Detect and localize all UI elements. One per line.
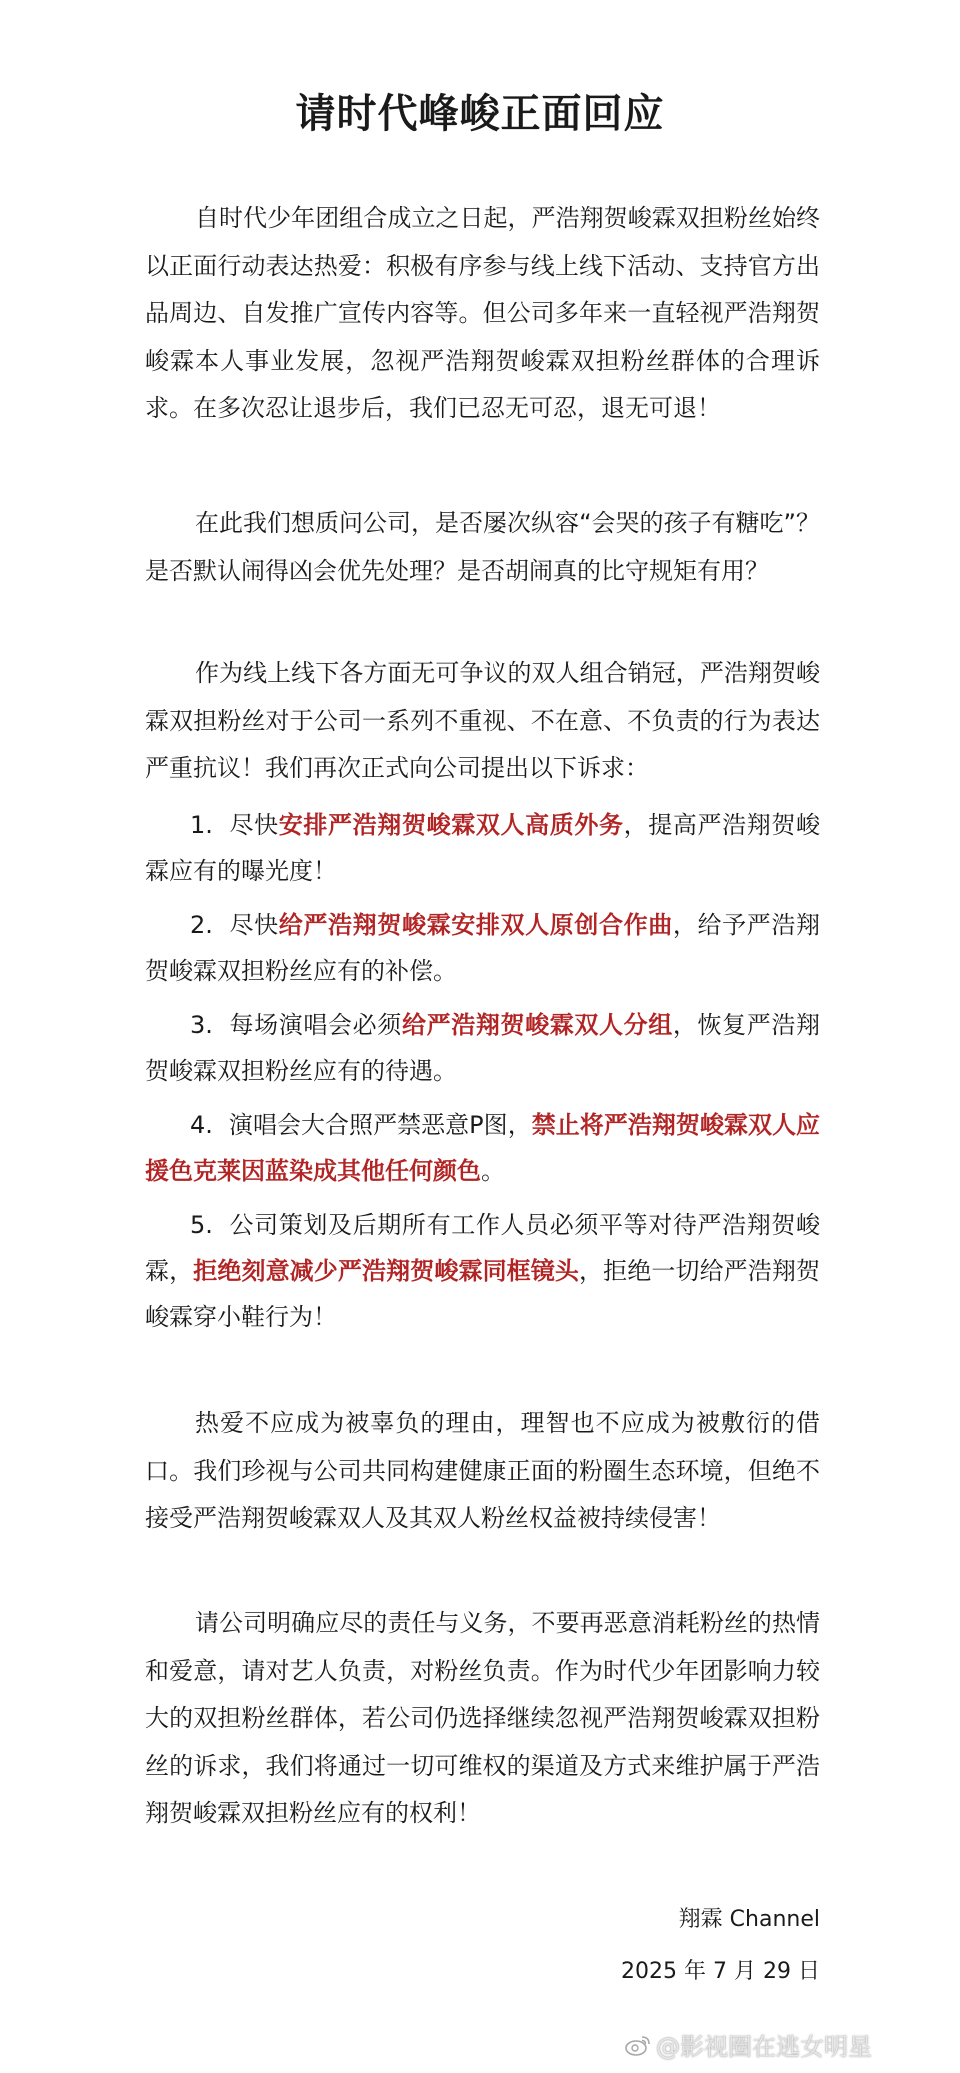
demand-highlight: 给严浩翔贺峻霖双人分组: [401, 1011, 673, 1039]
demand-item-3: [145, 1002, 820, 1094]
demand-text: 尽快: [228, 911, 279, 939]
document-title: 请时代峰峻正面回应: [295, 91, 665, 137]
paragraph-intro: 自时代少年团组合成立之日起，严浩翔贺峻霖双担粉丝始终以正面行动表达热爱：积极有序参与线上线下活动、支持官方出品周边、自发推广宣传内容等。但公司多年来一直轻视严浩翔贺峻霖本人事业发展，忽视严浩翔贺峻霖双担粉丝群体的合理诉求。在多次忍让退步后，我们已忍无可忍，退无可退！: [145, 204, 820, 422]
demand-item-4: [145, 1102, 820, 1194]
demand-text: ，给予严浩翔贺峻霖双担粉丝应有的补偿。: [145, 911, 821, 985]
paragraph-question: 在此我们想质问公司，是否屡次纵容“会哭的孩子有糖吃”？是否默认闹得凶会优先处理？是否胡闹真的比守规矩有用？: [145, 509, 820, 585]
paragraph-rationale: 热爱不应成为被辜负的理由，理智也不应成为被敷衍的借口。我们珍视与公司共同构建健康正面的粉圈生态环境，但绝不接受严浩翔贺峻霖双人及其双人粉丝权益被持续侵害！: [145, 1409, 820, 1532]
signature-date: 2025 年 7 月 29 日: [621, 1959, 820, 1984]
demand-text: 尽快: [228, 811, 279, 839]
demand-highlight: 拒绝刻意减少严浩翔贺峻霖同框镜头: [193, 1257, 580, 1285]
paragraph-protest: 作为线上线下各方面无可争议的双人组合销冠，严浩翔贺峻霖双担粉丝对于公司一系列不重视、不在意、不负责的行为表达严重抗议！我们再次正式向公司提出以下诉求：: [145, 659, 820, 782]
demand-text: 演唱会大合照严禁恶意P图，: [228, 1111, 532, 1139]
watermark-text: @影视圈在逃女明星: [656, 2033, 872, 2061]
demand-highlight: 禁止将严浩翔贺峻霖双人应援色克莱因蓝染成其他任何颜色: [145, 1111, 821, 1185]
demand-highlight: 安排严浩翔贺峻霖双人高质外务: [278, 811, 624, 839]
demand-number: 4.: [190, 1111, 213, 1139]
demand-text: ，提高严浩翔贺峻霖应有的曝光度！: [145, 811, 821, 885]
demand-highlight: 给严浩翔贺峻霖安排双人原创合作曲: [278, 911, 673, 939]
demand-text: 。: [481, 1157, 505, 1185]
signature-author: 翔霖 Channel: [678, 1907, 820, 1932]
demand-text: ，拒绝一切给严浩翔贺峻霖穿小鞋行为！: [145, 1257, 821, 1331]
demand-text: 每场演唱会必须: [228, 1011, 402, 1039]
watermark: [624, 2027, 872, 2062]
paragraph-closing: 请公司明确应尽的责任与义务，不要再恶意消耗粉丝的热情和爱意，请对艺人负责，对粉丝负责。作为时代少年团影响力较大的双担粉丝群体，若公司仍选择继续忽视严浩翔贺峻霖双担粉丝的诉求，我们将通过一切可维权的渠道及方式来维护属于严浩翔贺峻霖双担粉丝应有的权利！: [145, 1609, 820, 1827]
demand-number: 3.: [190, 1011, 213, 1039]
weibo-icon: [624, 2033, 652, 2057]
demand-text: ，恢复严浩翔贺峻霖双担粉丝应有的待遇。: [145, 1011, 821, 1085]
demand-number: 2.: [190, 911, 213, 939]
demand-number: 5.: [190, 1211, 213, 1239]
demand-item-2: [145, 902, 820, 994]
demand-text: 公司策划及后期所有工作人员必须平等对待严浩翔贺峻霖，: [145, 1211, 820, 1285]
demand-number: 1.: [190, 811, 213, 839]
demand-item-5: [145, 1202, 820, 1340]
demand-item-1: [145, 802, 820, 894]
